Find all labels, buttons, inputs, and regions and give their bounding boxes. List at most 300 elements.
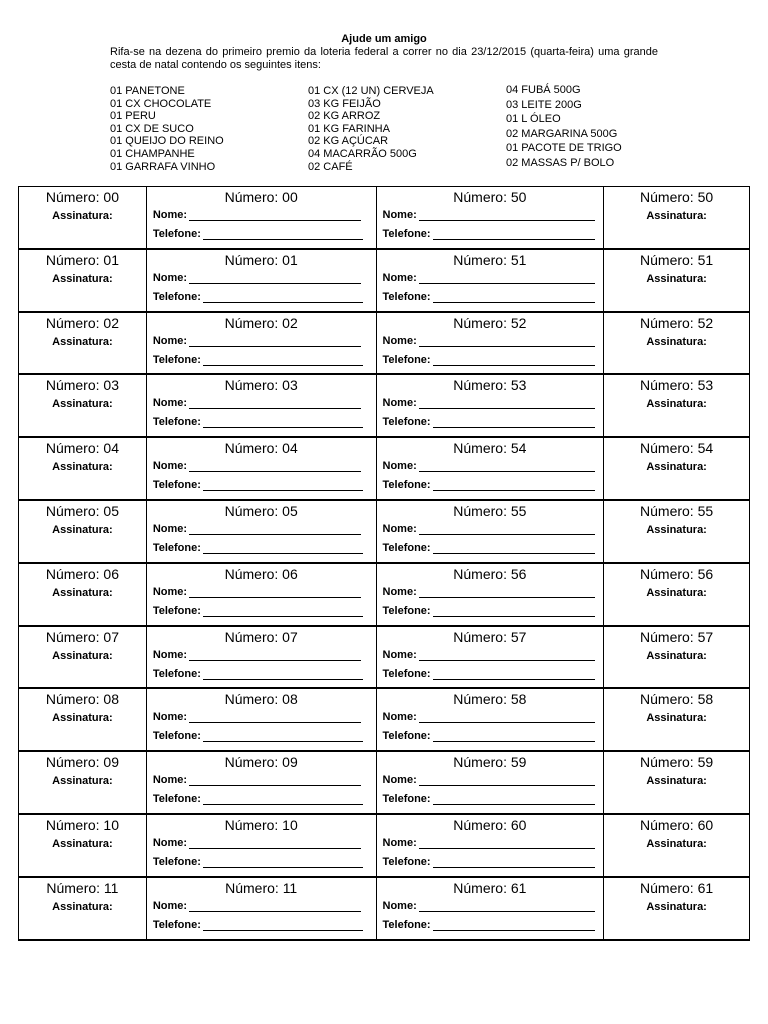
ticket-number <box>19 315 146 331</box>
basket-item: 03 KG FEIJÃO <box>308 97 381 110</box>
phone-field[interactable] <box>383 605 595 617</box>
ticket-number-value: 00 <box>282 189 298 205</box>
ticket-number-value: 57 <box>510 628 527 645</box>
ticket-form-cell <box>377 815 605 876</box>
name-field-line[interactable] <box>189 398 361 409</box>
ticket-number-value: 52 <box>697 314 714 331</box>
ticket-number <box>377 629 604 645</box>
basket-item: 01 L ÓLEO <box>506 113 561 126</box>
phone-field-label: Telefone: <box>382 416 431 429</box>
name-field-label: Nome: <box>382 397 417 410</box>
name-field-line[interactable] <box>419 587 595 598</box>
table-row <box>19 627 750 690</box>
table-row <box>19 878 750 941</box>
ticket-number-value: 53 <box>510 377 527 394</box>
ticket-number-label: Número: <box>224 440 279 457</box>
ticket-form-cell <box>147 438 377 499</box>
basket-item: 01 KG FARINHA <box>308 122 390 135</box>
phone-field[interactable] <box>383 730 595 742</box>
name-field[interactable] <box>383 711 595 723</box>
ticket-number-value: 56 <box>697 565 714 582</box>
ticket-number-value: 05 <box>282 502 298 519</box>
phone-field-label: Telefone: <box>382 793 431 806</box>
ticket-number-value: 08 <box>103 691 119 708</box>
name-field-line[interactable] <box>419 712 595 723</box>
name-field-label: Nome: <box>152 711 188 724</box>
basket-item: 04 MACARRÃO 500G <box>308 147 417 160</box>
phone-field-line[interactable] <box>433 920 595 931</box>
name-field-label: Nome: <box>382 271 417 284</box>
ticket-number-label: Número: <box>453 879 507 896</box>
name-field-line[interactable] <box>419 336 595 347</box>
table-row <box>19 250 750 313</box>
ticket-stub-cell <box>19 501 147 562</box>
ticket-number <box>19 566 146 582</box>
name-field[interactable] <box>153 900 361 912</box>
ticket-number-label: Número: <box>224 251 279 268</box>
phone-field[interactable] <box>383 416 595 428</box>
phone-field-label: Telefone: <box>382 541 431 554</box>
name-field[interactable] <box>153 335 361 347</box>
ticket-number <box>147 440 376 456</box>
phone-field-label: Telefone: <box>152 855 201 868</box>
ticket-number <box>19 754 146 770</box>
basket-item: 01 CX CHOCOLATE <box>110 97 212 110</box>
name-field[interactable] <box>153 272 361 284</box>
phone-field-line[interactable] <box>433 229 595 240</box>
ticket-number <box>604 754 749 770</box>
phone-field-line[interactable] <box>203 669 363 680</box>
ticket-number <box>604 315 749 331</box>
table-row <box>19 689 750 752</box>
items-column-a <box>110 85 224 173</box>
ticket-number <box>147 629 376 645</box>
name-field[interactable] <box>383 209 595 221</box>
ticket-number <box>147 377 376 393</box>
phone-field[interactable] <box>383 793 595 805</box>
ticket-stub-cell <box>604 313 750 374</box>
signature-label: Assinatura: <box>52 523 113 536</box>
phone-field-line[interactable] <box>203 606 363 617</box>
name-field-line[interactable] <box>189 712 361 723</box>
phone-field[interactable] <box>153 668 363 680</box>
ticket-stub-cell <box>604 752 750 813</box>
ticket-form-cell <box>377 438 605 499</box>
name-field-label: Nome: <box>382 899 417 912</box>
phone-field[interactable] <box>383 479 595 491</box>
phone-field[interactable] <box>383 354 595 366</box>
ticket-number-label: Número: <box>46 879 101 896</box>
name-field-label: Nome: <box>382 522 417 535</box>
ticket-number <box>377 503 604 519</box>
name-field-line[interactable] <box>189 901 361 912</box>
phone-field[interactable] <box>153 479 363 491</box>
name-field-line[interactable] <box>419 461 595 472</box>
basket-item: 01 QUEIJO DO REINO <box>110 135 224 148</box>
phone-field[interactable] <box>153 354 363 366</box>
ticket-number <box>604 252 749 268</box>
name-field-line[interactable] <box>189 524 361 535</box>
phone-field-label: Telefone: <box>382 730 431 743</box>
table-row <box>19 375 750 438</box>
signature-label: Assinatura: <box>52 335 113 348</box>
ticket-number <box>147 503 376 519</box>
phone-field[interactable] <box>383 228 595 240</box>
phone-field-label: Telefone: <box>382 353 431 366</box>
ticket-number-value: 54 <box>510 440 527 457</box>
phone-field[interactable] <box>153 605 363 617</box>
name-field[interactable] <box>383 335 595 347</box>
ticket-number-label: Número: <box>640 565 694 582</box>
ticket-number-value: 09 <box>103 754 119 771</box>
phone-field-line[interactable] <box>203 292 363 303</box>
phone-field[interactable] <box>153 793 363 805</box>
phone-field-line[interactable] <box>433 731 595 742</box>
signature-label: Assinatura: <box>52 900 113 913</box>
phone-field-line[interactable] <box>203 355 363 366</box>
basket-item: 04 FUBÁ 500G <box>506 84 581 96</box>
ticket-number-value: 04 <box>282 440 298 457</box>
phone-field-label: Telefone: <box>152 416 201 429</box>
items-column-b <box>308 85 434 173</box>
name-field[interactable] <box>153 397 361 409</box>
signature-label: Assinatura: <box>646 837 707 850</box>
phone-field[interactable] <box>153 542 363 554</box>
phone-field-label: Telefone: <box>152 793 201 806</box>
name-field[interactable] <box>383 460 595 472</box>
name-field-line[interactable] <box>419 775 595 786</box>
basket-item: 01 PACOTE DE TRIGO <box>506 142 622 155</box>
phone-field-line[interactable] <box>433 794 595 805</box>
name-field-line[interactable] <box>189 336 361 347</box>
ticket-number <box>147 754 376 770</box>
phone-field-line[interactable] <box>203 857 363 868</box>
ticket-number <box>377 440 604 456</box>
name-field-label: Nome: <box>382 774 417 787</box>
ticket-stub-cell <box>19 375 147 436</box>
phone-field-label: Telefone: <box>382 855 431 868</box>
name-field-line[interactable] <box>189 273 361 284</box>
ticket-number <box>604 503 749 519</box>
ticket-number-value: 50 <box>697 189 714 205</box>
name-field-line[interactable] <box>189 838 361 849</box>
phone-field-line[interactable] <box>203 480 363 491</box>
ticket-stub-cell <box>604 627 750 688</box>
ticket-number-label: Número: <box>453 314 507 331</box>
name-field[interactable] <box>153 649 361 661</box>
phone-field[interactable] <box>383 856 595 868</box>
name-field-line[interactable] <box>419 901 595 912</box>
phone-field[interactable] <box>153 919 363 931</box>
table-row <box>19 564 750 627</box>
phone-field[interactable] <box>383 291 595 303</box>
ticket-number-label: Número: <box>224 691 279 708</box>
ticket-number-value: 06 <box>103 565 119 582</box>
ticket-form-cell <box>147 564 377 625</box>
name-field[interactable] <box>153 837 361 849</box>
name-field-line[interactable] <box>419 524 595 535</box>
ticket-number-label: Número: <box>224 189 279 205</box>
ticket-number <box>19 691 146 707</box>
name-field-line[interactable] <box>419 210 595 221</box>
ticket-form-cell <box>377 187 605 248</box>
phone-field-line[interactable] <box>433 543 595 554</box>
ticket-number <box>604 189 749 205</box>
name-field[interactable] <box>153 774 361 786</box>
name-field-label: Nome: <box>382 209 417 221</box>
name-field-label: Nome: <box>152 836 188 849</box>
phone-field-line[interactable] <box>433 606 595 617</box>
ticket-form-cell <box>377 752 605 813</box>
ticket-number-label: Número: <box>224 816 279 833</box>
ticket-number-label: Número: <box>640 816 694 833</box>
ticket-number-value: 07 <box>282 628 298 645</box>
signature-label: Assinatura: <box>52 586 113 599</box>
ticket-form-cell <box>377 564 605 625</box>
basket-item: 01 PERU <box>110 110 156 123</box>
ticket-number-value: 00 <box>103 189 119 205</box>
phone-field-label: Telefone: <box>382 479 431 492</box>
ticket-number-label: Número: <box>45 691 100 708</box>
phone-field-line[interactable] <box>203 417 363 428</box>
name-field[interactable] <box>383 774 595 786</box>
ticket-stub-cell <box>604 375 750 436</box>
ticket-number-value: 59 <box>697 754 714 771</box>
name-field-label: Nome: <box>152 397 188 410</box>
basket-item: 02 MASSAS P/ BOLO <box>506 156 615 169</box>
ticket-number-value: 51 <box>697 251 714 268</box>
phone-field-line[interactable] <box>433 417 595 428</box>
ticket-number <box>604 817 749 833</box>
phone-field-line[interactable] <box>433 857 595 868</box>
ticket-number-value: 02 <box>282 314 298 331</box>
basket-item: 01 PANETONE <box>110 85 185 97</box>
phone-field-line[interactable] <box>433 355 595 366</box>
phone-field[interactable] <box>153 416 363 428</box>
name-field-label: Nome: <box>382 585 417 598</box>
ticket-number-value: 57 <box>697 628 714 645</box>
ticket-form-cell <box>377 250 605 311</box>
ticket-form-cell <box>147 187 377 248</box>
basket-item: 02 KG ARROZ <box>308 110 381 123</box>
ticket-number-value: 50 <box>510 189 527 205</box>
phone-field-label: Telefone: <box>152 604 201 617</box>
name-field-line[interactable] <box>419 650 595 661</box>
name-field-label: Nome: <box>152 209 188 221</box>
phone-field[interactable] <box>383 668 595 680</box>
ticket-form-cell <box>377 313 605 374</box>
ticket-number <box>604 440 749 456</box>
ticket-stub-cell <box>604 564 750 625</box>
ticket-number-label: Número: <box>45 565 100 582</box>
ticket-form-cell <box>377 501 605 562</box>
table-row <box>19 815 750 878</box>
name-field[interactable] <box>153 523 361 535</box>
basket-item: 02 MARGARINA 500G <box>506 127 618 140</box>
ticket-number <box>19 817 146 833</box>
phone-field-line[interactable] <box>433 669 595 680</box>
name-field-label: Nome: <box>382 460 417 473</box>
name-field-line[interactable] <box>419 838 595 849</box>
signature-label: Assinatura: <box>52 837 113 850</box>
name-field[interactable] <box>383 397 595 409</box>
name-field-line[interactable] <box>189 775 361 786</box>
phone-field[interactable] <box>153 228 363 240</box>
ticket-number-label: Número: <box>640 251 694 268</box>
signature-label: Assinatura: <box>646 272 707 285</box>
ticket-form-cell <box>147 627 377 688</box>
phone-field[interactable] <box>153 291 363 303</box>
phone-field-line[interactable] <box>203 920 363 931</box>
name-field-label: Nome: <box>382 648 417 661</box>
phone-field-label: Telefone: <box>152 290 201 303</box>
ticket-number-value: 01 <box>103 251 119 268</box>
items-column-c <box>506 83 622 171</box>
ticket-number-label: Número: <box>640 314 694 331</box>
ticket-number <box>604 566 749 582</box>
ticket-stub-cell <box>19 689 147 750</box>
ticket-stub-cell <box>604 250 750 311</box>
signature-label: Assinatura: <box>646 900 707 913</box>
ticket-stub-cell <box>19 627 147 688</box>
ticket-number <box>377 754 604 770</box>
name-field[interactable] <box>383 586 595 598</box>
ticket-form-cell <box>147 815 377 876</box>
ticket-stub-cell <box>19 815 147 876</box>
ticket-number-value: 56 <box>510 565 527 582</box>
name-field-line[interactable] <box>189 210 361 221</box>
name-field-line[interactable] <box>189 461 361 472</box>
ticket-stub-cell <box>19 187 147 248</box>
ticket-form-cell <box>377 689 605 750</box>
signature-label: Assinatura: <box>52 775 113 788</box>
ticket-number <box>19 377 146 393</box>
name-field-label: Nome: <box>152 899 188 912</box>
table-row <box>19 438 750 501</box>
ticket-number <box>147 189 376 205</box>
signature-label: Assinatura: <box>646 649 707 662</box>
ticket-number-value: 08 <box>282 691 298 708</box>
ticket-number-label: Número: <box>45 754 100 771</box>
name-field-line[interactable] <box>189 587 361 598</box>
phone-field[interactable] <box>153 856 363 868</box>
ticket-form-cell <box>147 689 377 750</box>
ticket-number-value: 61 <box>510 879 527 896</box>
raffle-table <box>18 186 750 941</box>
signature-label: Assinatura: <box>646 398 707 411</box>
ticket-number-value: 55 <box>697 502 714 519</box>
ticket-number-label: Número: <box>640 879 694 896</box>
name-field[interactable] <box>153 209 361 221</box>
ticket-number-label: Número: <box>453 440 507 457</box>
ticket-number <box>377 377 604 393</box>
phone-field-line[interactable] <box>203 543 363 554</box>
signature-label: Assinatura: <box>646 523 707 536</box>
phone-field[interactable] <box>383 542 595 554</box>
ticket-number <box>604 880 749 896</box>
ticket-number-label: Número: <box>453 251 507 268</box>
ticket-number <box>19 252 146 268</box>
phone-field-label: Telefone: <box>382 228 431 240</box>
name-field[interactable] <box>383 837 595 849</box>
ticket-number-value: 05 <box>103 502 119 519</box>
phone-field-label: Telefone: <box>382 604 431 617</box>
phone-field-label: Telefone: <box>382 667 431 680</box>
ticket-form-cell <box>147 501 377 562</box>
ticket-number <box>19 503 146 519</box>
phone-field-line[interactable] <box>203 229 363 240</box>
phone-field[interactable] <box>153 730 363 742</box>
ticket-number-value: 60 <box>697 816 714 833</box>
ticket-number-label: Número: <box>640 189 694 205</box>
name-field-label: Nome: <box>152 585 188 598</box>
name-field-line[interactable] <box>419 398 595 409</box>
ticket-number-label: Número: <box>45 251 100 268</box>
signature-label: Assinatura: <box>52 398 113 411</box>
name-field[interactable] <box>383 649 595 661</box>
name-field-line[interactable] <box>419 273 595 284</box>
table-row <box>19 187 750 250</box>
name-field[interactable] <box>383 523 595 535</box>
ticket-number-value: 59 <box>510 754 527 771</box>
page-title: Ajude um amigo <box>341 33 427 45</box>
ticket-number-label: Número: <box>224 377 279 394</box>
ticket-number-value: 03 <box>103 377 119 394</box>
ticket-form-cell <box>147 752 377 813</box>
ticket-number-value: 02 <box>103 314 119 331</box>
ticket-number-value: 61 <box>697 879 714 896</box>
ticket-form-cell <box>377 627 605 688</box>
name-field[interactable] <box>383 272 595 284</box>
ticket-number-label: Número: <box>453 754 507 771</box>
ticket-number-label: Número: <box>45 502 100 519</box>
ticket-number-label: Número: <box>224 565 279 582</box>
phone-field-label: Telefone: <box>152 353 201 366</box>
name-field-label: Nome: <box>382 836 417 849</box>
phone-field-line[interactable] <box>203 731 363 742</box>
ticket-number-label: Número: <box>640 377 694 394</box>
basket-item: 01 CX DE SUCO <box>110 122 194 135</box>
name-field[interactable] <box>383 900 595 912</box>
phone-field-line[interactable] <box>203 794 363 805</box>
ticket-number <box>147 315 376 331</box>
phone-field-label: Telefone: <box>152 541 201 554</box>
ticket-number-value: 07 <box>103 628 119 645</box>
ticket-form-cell <box>147 250 377 311</box>
name-field[interactable] <box>153 460 361 472</box>
signature-label: Assinatura: <box>646 210 707 222</box>
name-field[interactable] <box>153 711 361 723</box>
phone-field-line[interactable] <box>433 480 595 491</box>
ticket-number-value: 06 <box>282 565 298 582</box>
basket-item: 02 CAFÉ <box>308 160 353 173</box>
ticket-number <box>377 189 604 205</box>
name-field[interactable] <box>153 586 361 598</box>
ticket-number <box>377 315 604 331</box>
signature-label: Assinatura: <box>646 586 707 599</box>
ticket-number <box>147 691 376 707</box>
phone-field-line[interactable] <box>433 292 595 303</box>
ticket-stub-cell <box>19 438 147 499</box>
ticket-number-value: 51 <box>510 251 527 268</box>
phone-field[interactable] <box>383 919 595 931</box>
name-field-label: Nome: <box>152 334 188 347</box>
name-field-line[interactable] <box>189 650 361 661</box>
phone-field-label: Telefone: <box>382 918 431 931</box>
ticket-stub-cell <box>19 878 147 939</box>
ticket-number-value: 10 <box>103 816 119 833</box>
ticket-number <box>19 629 146 645</box>
